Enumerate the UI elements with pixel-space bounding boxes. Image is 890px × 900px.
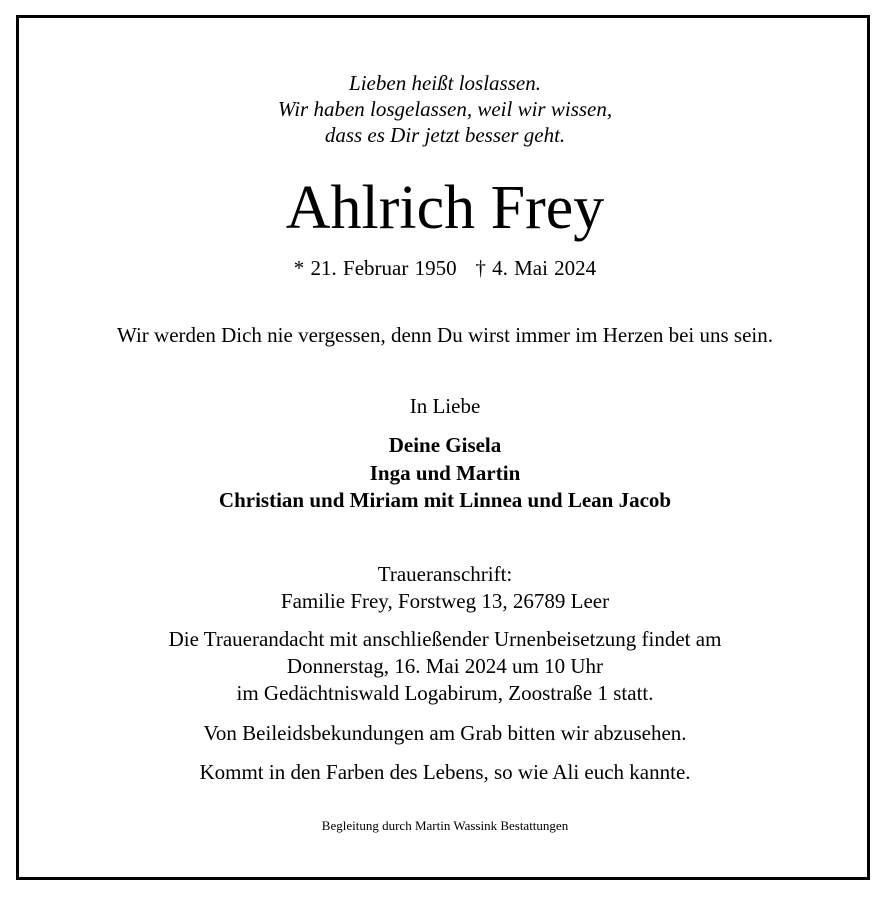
undertaker-credit: Begleitung durch Martin Wassink Bestattungen — [321, 818, 569, 833]
motto-line-1: Lieben heißt loslassen. — [349, 71, 541, 95]
farewell-text: Wir werden Dich nie vergessen, denn Du wirst immer im Herzen bei uns sein. — [116, 323, 773, 347]
dress-note: Kommt in den Farben des Lebens, so wie Ali euch kannte. — [199, 760, 691, 784]
service-line-1: Die Trauerandacht mit anschließender Urnenbeisetzung findet am — [168, 627, 722, 651]
life-dates: * 21. Februar 1950 † 4. Mai 2024 — [293, 256, 597, 280]
in-love-text: In Liebe — [409, 394, 481, 418]
address-label: Traueranschrift: — [377, 562, 513, 586]
motto-line-3: dass es Dir jetzt besser geht. — [324, 123, 566, 147]
mourner-line-1: Deine Gisela — [388, 433, 502, 457]
service-line-2: Donnerstag, 16. Mai 2024 um 10 Uhr — [286, 654, 604, 678]
deceased-name: Ahlrich Frey — [285, 174, 605, 242]
motto-line-2: Wir haben losgelassen, weil wir wissen, — [277, 97, 613, 121]
mourner-line-2: Inga und Martin — [369, 461, 521, 485]
condolence-note: Von Beileidsbekundungen am Grab bitten wir abzusehen. — [203, 721, 687, 745]
mourning-address: Familie Frey, Forstweg 13, 26789 Leer — [280, 589, 610, 613]
mourner-line-3: Christian und Miriam mit Linnea und Lean Jacob — [218, 488, 672, 512]
service-line-3: im Gedächtniswald Logabirum, Zoostraße 1 statt. — [236, 681, 654, 705]
